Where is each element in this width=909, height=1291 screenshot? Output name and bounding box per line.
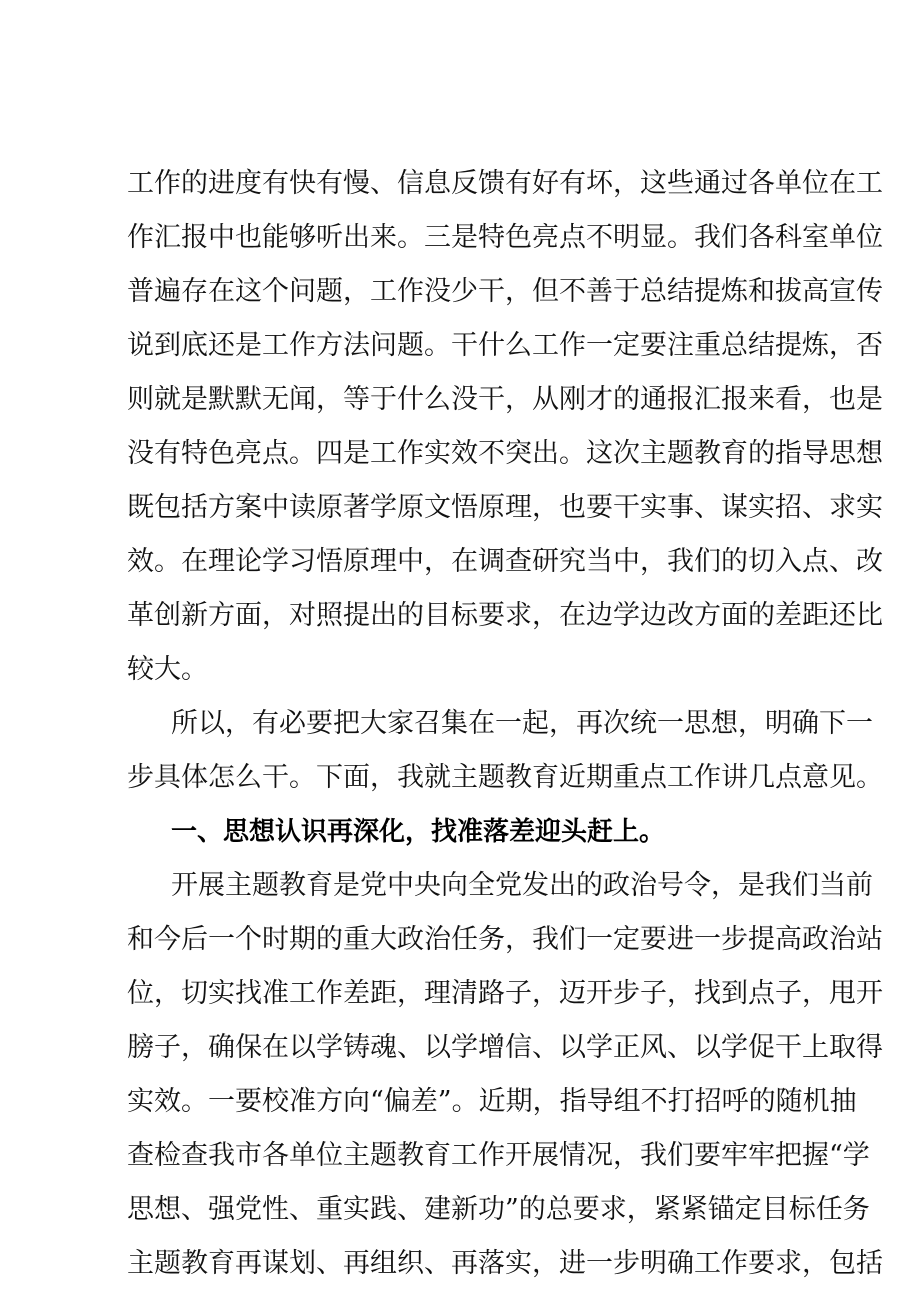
section-heading-1: 一、思想认识再深化，找准落差迎头赶上。 xyxy=(171,817,666,847)
paragraph-1-line-2: 作汇报中也能够听出来。三是特色亮点不明显。我们各科室单位 xyxy=(127,222,883,253)
paragraph-3-line-4: 膀子，确保在以学铸魂、以学增信、以学正风、以学促干上取得 xyxy=(127,1032,883,1063)
paragraph-2-line-2: 步具体怎么干。下面，我就主题教育近期重点工作讲几点意见。 xyxy=(127,762,883,793)
paragraph-1-line-8: 效。在理论学习悟原理中，在调查研究当中，我们的切入点、改 xyxy=(127,546,883,577)
paragraph-1-line-7: 既包括方案中读原著学原文悟原理，也要干实事、谋实招、求实 xyxy=(127,492,883,523)
paragraph-3-line-6: 查检查我市各单位主题教育工作开展情况，我们要牢牢把握“学 xyxy=(127,1140,870,1171)
paragraph-1-line-5: 则就是默默无闻，等于什么没干，从刚才的通报汇报来看，也是 xyxy=(127,384,883,415)
paragraph-3-line-7: 思想、强党性、重实践、建新功”的总要求，紧紧锚定目标任务 xyxy=(127,1194,870,1225)
paragraph-3-line-1: 开展主题教育是党中央向全党发出的政治号令，是我们当前 xyxy=(171,870,873,901)
paragraph-3-line-8: 主题教育再谋划、再组织、再落实，进一步明确工作要求，包括 xyxy=(127,1248,883,1279)
paragraph-3-line-3: 位，切实找准工作差距，理清路子，迈开步子，找到点子，甩开 xyxy=(127,978,883,1009)
paragraph-1-line-1: 工作的进度有快有慢、信息反馈有好有坏，这些通过各单位在工 xyxy=(127,168,883,199)
paragraph-3-line-5: 实效。一要校准方向“偏差”。近期，指导组不打招呼的随机抽 xyxy=(127,1086,857,1117)
paragraph-1-line-4: 说到底还是工作方法问题。干什么工作一定要注重总结提炼，否 xyxy=(127,330,883,361)
paragraph-1-line-3: 普遍存在这个问题，工作没少干，但不善于总结提炼和拔高宣传 xyxy=(127,276,883,307)
paragraph-2-line-1: 所以，有必要把大家召集在一起，再次统一思想，明确下一 xyxy=(171,708,873,739)
paragraph-1-line-6: 没有特色亮点。四是工作实效不突出。这次主题教育的指导思想 xyxy=(127,438,883,469)
paragraph-1-line-10: 较大。 xyxy=(127,654,208,685)
paragraph-3-line-2: 和今后一个时期的重大政治任务，我们一定要进一步提高政治站 xyxy=(127,924,883,955)
paragraph-1-line-9: 革创新方面，对照提出的目标要求，在边学边改方面的差距还比 xyxy=(127,600,883,631)
